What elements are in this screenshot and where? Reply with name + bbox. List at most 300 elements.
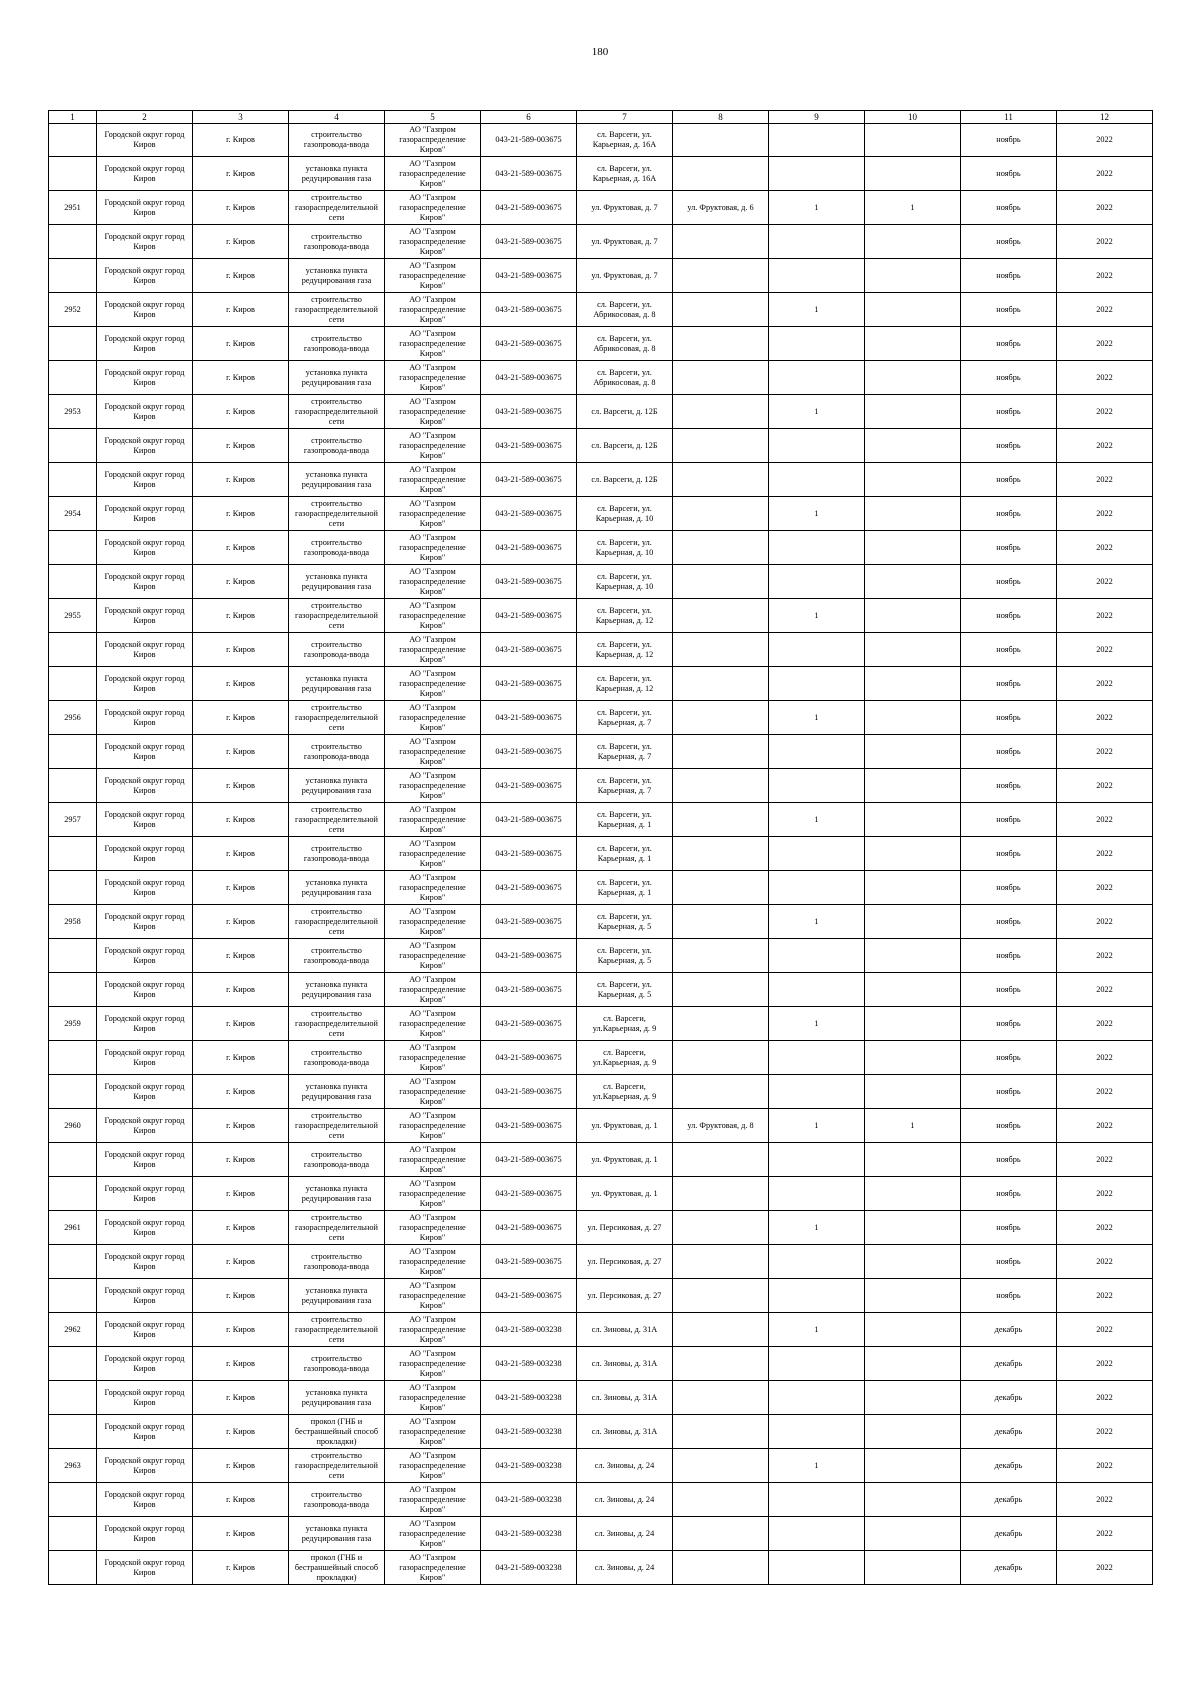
count-b-cell	[865, 667, 961, 701]
work-type-cell: установка пункта редуцирования газа	[289, 1177, 385, 1211]
program-code-cell: 043-21-589-003675	[481, 837, 577, 871]
row-number-cell	[49, 1075, 97, 1109]
row-number-cell	[49, 1415, 97, 1449]
program-code-cell: 043-21-589-003675	[481, 939, 577, 973]
work-type-cell: установка пункта редуцирования газа	[289, 1075, 385, 1109]
row-number-cell: 2958	[49, 905, 97, 939]
settlement-cell: г. Киров	[193, 939, 289, 973]
month-cell: ноябрь	[961, 293, 1057, 327]
settlement-cell: г. Киров	[193, 429, 289, 463]
municipality-cell: Городской округ город Киров	[97, 293, 193, 327]
address-cell: сл. Варсеги, д. 12Б	[577, 429, 673, 463]
year-cell: 2022	[1057, 157, 1153, 191]
row-number-cell: 2952	[49, 293, 97, 327]
program-code-cell: 043-21-589-003675	[481, 701, 577, 735]
address-2-cell	[673, 497, 769, 531]
year-cell: 2022	[1057, 735, 1153, 769]
row-number-cell	[49, 1551, 97, 1585]
count-b-cell	[865, 565, 961, 599]
table-row	[49, 157, 1153, 191]
municipality-cell: Городской округ город Киров	[97, 1279, 193, 1313]
address-cell: сл. Зиновы, д. 31А	[577, 1347, 673, 1381]
row-number-cell	[49, 429, 97, 463]
address-cell: ул. Фруктовая, д. 7	[577, 225, 673, 259]
program-code-cell: 043-21-589-003675	[481, 1211, 577, 1245]
address-cell: сл. Варсеги, ул. Карьерная, д. 12	[577, 599, 673, 633]
month-cell: ноябрь	[961, 531, 1057, 565]
count-a-cell: 1	[769, 1211, 865, 1245]
organization-cell: АО "Газпром газораспределение Киров"	[385, 395, 481, 429]
work-type-cell: прокол (ГНБ и бестраншейный способ прокладки)	[289, 1551, 385, 1585]
work-type-cell: строительство газопровода-ввода	[289, 1041, 385, 1075]
count-b-cell	[865, 871, 961, 905]
organization-cell: АО "Газпром газораспределение Киров"	[385, 837, 481, 871]
table-row	[49, 1279, 1153, 1313]
settlement-cell: г. Киров	[193, 1211, 289, 1245]
municipality-cell: Городской округ город Киров	[97, 803, 193, 837]
program-code-cell: 043-21-589-003675	[481, 327, 577, 361]
program-code-cell: 043-21-589-003675	[481, 293, 577, 327]
address-cell: сл. Варсеги, ул. Карьерная, д. 10	[577, 531, 673, 565]
work-type-cell: установка пункта редуцирования газа	[289, 463, 385, 497]
organization-cell: АО "Газпром газораспределение Киров"	[385, 633, 481, 667]
municipality-cell: Городской округ город Киров	[97, 395, 193, 429]
address-cell: ул. Фруктовая, д. 1	[577, 1109, 673, 1143]
count-b-cell	[865, 225, 961, 259]
count-a-cell	[769, 735, 865, 769]
settlement-cell: г. Киров	[193, 1041, 289, 1075]
organization-cell: АО "Газпром газораспределение Киров"	[385, 1415, 481, 1449]
program-code-cell: 043-21-589-003675	[481, 429, 577, 463]
organization-cell: АО "Газпром газораспределение Киров"	[385, 429, 481, 463]
month-cell: ноябрь	[961, 701, 1057, 735]
count-a-cell	[769, 1415, 865, 1449]
address-2-cell	[673, 1483, 769, 1517]
year-cell: 2022	[1057, 1143, 1153, 1177]
month-cell: ноябрь	[961, 1211, 1057, 1245]
table-row	[49, 1517, 1153, 1551]
count-b-cell	[865, 1007, 961, 1041]
count-b-cell	[865, 531, 961, 565]
municipality-cell: Городской округ город Киров	[97, 1551, 193, 1585]
column-header: 7	[577, 111, 673, 124]
municipality-cell: Городской округ город Киров	[97, 837, 193, 871]
municipality-cell: Городской округ город Киров	[97, 1517, 193, 1551]
year-cell: 2022	[1057, 1245, 1153, 1279]
organization-cell: АО "Газпром газораспределение Киров"	[385, 497, 481, 531]
table-row	[49, 463, 1153, 497]
settlement-cell: г. Киров	[193, 1177, 289, 1211]
year-cell: 2022	[1057, 1177, 1153, 1211]
address-cell: сл. Варсеги, ул. Карьерная, д. 12	[577, 667, 673, 701]
settlement-cell: г. Киров	[193, 1313, 289, 1347]
table-row	[49, 1041, 1153, 1075]
month-cell: ноябрь	[961, 1279, 1057, 1313]
address-2-cell	[673, 429, 769, 463]
address-cell: сл. Варсеги, ул. Карьерная, д. 5	[577, 939, 673, 973]
count-b-cell	[865, 327, 961, 361]
address-2-cell	[673, 803, 769, 837]
count-a-cell	[769, 837, 865, 871]
address-cell: сл. Зиновы, д. 24	[577, 1517, 673, 1551]
year-cell: 2022	[1057, 293, 1153, 327]
count-a-cell	[769, 531, 865, 565]
count-b-cell	[865, 1551, 961, 1585]
count-a-cell: 1	[769, 191, 865, 225]
row-number-cell	[49, 1517, 97, 1551]
row-number-cell: 2955	[49, 599, 97, 633]
count-a-cell	[769, 633, 865, 667]
program-code-cell: 043-21-589-003675	[481, 871, 577, 905]
year-cell: 2022	[1057, 667, 1153, 701]
settlement-cell: г. Киров	[193, 1075, 289, 1109]
address-cell: сл. Зиновы, д. 24	[577, 1483, 673, 1517]
municipality-cell: Городской округ город Киров	[97, 429, 193, 463]
row-number-cell: 2957	[49, 803, 97, 837]
row-number-cell	[49, 1177, 97, 1211]
address-2-cell	[673, 1551, 769, 1585]
year-cell: 2022	[1057, 769, 1153, 803]
year-cell: 2022	[1057, 1313, 1153, 1347]
program-code-cell: 043-21-589-003675	[481, 259, 577, 293]
month-cell: декабрь	[961, 1415, 1057, 1449]
municipality-cell: Городской округ город Киров	[97, 1041, 193, 1075]
month-cell: ноябрь	[961, 157, 1057, 191]
organization-cell: АО "Газпром газораспределение Киров"	[385, 871, 481, 905]
year-cell: 2022	[1057, 1041, 1153, 1075]
table-row	[49, 667, 1153, 701]
page-number: 180	[591, 46, 609, 58]
municipality-cell: Городской округ город Киров	[97, 259, 193, 293]
work-type-cell: строительство газораспределительной сети	[289, 191, 385, 225]
row-number-cell: 2951	[49, 191, 97, 225]
program-code-cell: 043-21-589-003675	[481, 905, 577, 939]
organization-cell: АО "Газпром газораспределение Киров"	[385, 531, 481, 565]
organization-cell: АО "Газпром газораспределение Киров"	[385, 361, 481, 395]
year-cell: 2022	[1057, 599, 1153, 633]
address-cell: сл. Зиновы, д. 31А	[577, 1415, 673, 1449]
month-cell: декабрь	[961, 1551, 1057, 1585]
month-cell: декабрь	[961, 1517, 1057, 1551]
work-type-cell: строительство газораспределительной сети	[289, 803, 385, 837]
organization-cell: АО "Газпром газораспределение Киров"	[385, 565, 481, 599]
address-2-cell	[673, 1075, 769, 1109]
address-cell: ул. Персиковая, д. 27	[577, 1245, 673, 1279]
table-row	[49, 905, 1153, 939]
month-cell: ноябрь	[961, 1041, 1057, 1075]
address-2-cell	[673, 1347, 769, 1381]
settlement-cell: г. Киров	[193, 599, 289, 633]
organization-cell: АО "Газпром газораспределение Киров"	[385, 599, 481, 633]
work-type-cell: строительство газопровода-ввода	[289, 429, 385, 463]
year-cell: 2022	[1057, 1075, 1153, 1109]
program-code-cell: 043-21-589-003675	[481, 157, 577, 191]
table-row	[49, 837, 1153, 871]
row-number-cell	[49, 1041, 97, 1075]
settlement-cell: г. Киров	[193, 871, 289, 905]
count-b-cell	[865, 905, 961, 939]
work-type-cell: строительство газораспределительной сети	[289, 1109, 385, 1143]
municipality-cell: Городской округ город Киров	[97, 633, 193, 667]
month-cell: ноябрь	[961, 565, 1057, 599]
address-2-cell	[673, 633, 769, 667]
table-row	[49, 633, 1153, 667]
work-type-cell: прокол (ГНБ и бестраншейный способ прокладки)	[289, 1415, 385, 1449]
address-cell: сл. Варсеги, д. 12Б	[577, 395, 673, 429]
address-2-cell	[673, 837, 769, 871]
settlement-cell: г. Киров	[193, 1381, 289, 1415]
settlement-cell: г. Киров	[193, 837, 289, 871]
organization-cell: АО "Газпром газораспределение Киров"	[385, 803, 481, 837]
municipality-cell: Городской округ город Киров	[97, 157, 193, 191]
address-2-cell	[673, 939, 769, 973]
address-cell: ул. Персиковая, д. 27	[577, 1279, 673, 1313]
address-2-cell	[673, 599, 769, 633]
row-number-cell	[49, 1381, 97, 1415]
work-type-cell: установка пункта редуцирования газа	[289, 565, 385, 599]
municipality-cell: Городской округ город Киров	[97, 327, 193, 361]
count-b-cell	[865, 1517, 961, 1551]
program-code-cell: 043-21-589-003675	[481, 599, 577, 633]
year-cell: 2022	[1057, 225, 1153, 259]
address-2-cell	[673, 1177, 769, 1211]
address-cell: ул. Фруктовая, д. 7	[577, 259, 673, 293]
settlement-cell: г. Киров	[193, 463, 289, 497]
month-cell: ноябрь	[961, 1177, 1057, 1211]
settlement-cell: г. Киров	[193, 157, 289, 191]
count-b-cell	[865, 701, 961, 735]
table-row	[49, 1007, 1153, 1041]
organization-cell: АО "Газпром газораспределение Киров"	[385, 293, 481, 327]
row-number-cell	[49, 667, 97, 701]
month-cell: ноябрь	[961, 124, 1057, 157]
row-number-cell	[49, 769, 97, 803]
count-b-cell	[865, 1415, 961, 1449]
month-cell: ноябрь	[961, 1143, 1057, 1177]
address-2-cell	[673, 1415, 769, 1449]
municipality-cell: Городской округ город Киров	[97, 1075, 193, 1109]
count-a-cell: 1	[769, 293, 865, 327]
row-number-cell	[49, 225, 97, 259]
row-number-cell: 2961	[49, 1211, 97, 1245]
row-number-cell: 2963	[49, 1449, 97, 1483]
settlement-cell: г. Киров	[193, 701, 289, 735]
municipality-cell: Городской округ город Киров	[97, 497, 193, 531]
table-row	[49, 565, 1153, 599]
row-number-cell	[49, 973, 97, 1007]
program-code-cell: 043-21-589-003675	[481, 497, 577, 531]
month-cell: ноябрь	[961, 1075, 1057, 1109]
count-a-cell: 1	[769, 1449, 865, 1483]
work-type-cell: строительство газораспределительной сети	[289, 599, 385, 633]
table-row	[49, 871, 1153, 905]
municipality-cell: Городской округ город Киров	[97, 1483, 193, 1517]
municipality-cell: Городской округ город Киров	[97, 1245, 193, 1279]
year-cell: 2022	[1057, 1279, 1153, 1313]
count-b-cell	[865, 1177, 961, 1211]
program-code-cell: 043-21-589-003675	[481, 565, 577, 599]
month-cell: ноябрь	[961, 463, 1057, 497]
settlement-cell: г. Киров	[193, 361, 289, 395]
municipality-cell: Городской округ город Киров	[97, 565, 193, 599]
organization-cell: АО "Газпром газораспределение Киров"	[385, 1211, 481, 1245]
program-code-cell: 043-21-589-003238	[481, 1415, 577, 1449]
count-b-cell	[865, 1483, 961, 1517]
organization-cell: АО "Газпром газораспределение Киров"	[385, 1449, 481, 1483]
column-header: 6	[481, 111, 577, 124]
count-b-cell	[865, 1347, 961, 1381]
program-code-cell: 043-21-589-003675	[481, 531, 577, 565]
work-type-cell: строительство газопровода-ввода	[289, 531, 385, 565]
work-type-cell: строительство газопровода-ввода	[289, 735, 385, 769]
program-code-cell: 043-21-589-003675	[481, 1075, 577, 1109]
count-a-cell	[769, 1245, 865, 1279]
table-body	[49, 124, 1153, 1585]
program-code-cell: 043-21-589-003238	[481, 1313, 577, 1347]
year-cell: 2022	[1057, 1483, 1153, 1517]
address-2-cell	[673, 327, 769, 361]
table-row	[49, 1075, 1153, 1109]
table-row	[49, 1313, 1153, 1347]
address-cell: сл. Зиновы, д. 31А	[577, 1313, 673, 1347]
count-a-cell	[769, 1551, 865, 1585]
year-cell: 2022	[1057, 531, 1153, 565]
organization-cell: АО "Газпром газораспределение Киров"	[385, 701, 481, 735]
program-code-cell: 043-21-589-003675	[481, 1279, 577, 1313]
count-b-cell	[865, 939, 961, 973]
organization-cell: АО "Газпром газораспределение Киров"	[385, 1517, 481, 1551]
address-2-cell	[673, 1449, 769, 1483]
address-2-cell	[673, 531, 769, 565]
count-a-cell	[769, 1483, 865, 1517]
count-b-cell	[865, 157, 961, 191]
organization-cell: АО "Газпром газораспределение Киров"	[385, 1483, 481, 1517]
settlement-cell: г. Киров	[193, 327, 289, 361]
program-code-cell: 043-21-589-003675	[481, 124, 577, 157]
program-code-cell: 043-21-589-003675	[481, 973, 577, 1007]
count-a-cell: 1	[769, 803, 865, 837]
settlement-cell: г. Киров	[193, 1007, 289, 1041]
settlement-cell: г. Киров	[193, 1279, 289, 1313]
month-cell: ноябрь	[961, 667, 1057, 701]
year-cell: 2022	[1057, 1347, 1153, 1381]
row-number-cell: 2962	[49, 1313, 97, 1347]
work-type-cell: строительство газораспределительной сети	[289, 1211, 385, 1245]
count-b-cell	[865, 1381, 961, 1415]
settlement-cell: г. Киров	[193, 735, 289, 769]
address-cell: ул. Персиковая, д. 27	[577, 1211, 673, 1245]
address-cell: сл. Варсеги, ул. Карьерная, д. 10	[577, 565, 673, 599]
count-a-cell	[769, 429, 865, 463]
month-cell: ноябрь	[961, 191, 1057, 225]
address-cell: сл. Варсеги, ул. Карьерная, д. 5	[577, 905, 673, 939]
table-row	[49, 259, 1153, 293]
column-number-row	[49, 111, 1153, 124]
count-b-cell	[865, 1245, 961, 1279]
table-row	[49, 1449, 1153, 1483]
count-a-cell: 1	[769, 1313, 865, 1347]
program-code-cell: 043-21-589-003675	[481, 803, 577, 837]
address-2-cell	[673, 395, 769, 429]
program-code-cell: 043-21-589-003238	[481, 1551, 577, 1585]
year-cell: 2022	[1057, 1109, 1153, 1143]
month-cell: ноябрь	[961, 429, 1057, 463]
settlement-cell: г. Киров	[193, 769, 289, 803]
column-header: 11	[961, 111, 1057, 124]
address-2-cell	[673, 1211, 769, 1245]
count-b-cell	[865, 497, 961, 531]
work-type-cell: строительство газораспределительной сети	[289, 293, 385, 327]
row-number-cell	[49, 1143, 97, 1177]
row-number-cell	[49, 259, 97, 293]
count-a-cell	[769, 973, 865, 1007]
count-a-cell	[769, 1075, 865, 1109]
address-cell: сл. Варсеги, ул. Карьерная, д. 16А	[577, 124, 673, 157]
settlement-cell: г. Киров	[193, 1109, 289, 1143]
work-type-cell: строительство газопровода-ввода	[289, 633, 385, 667]
table-row	[49, 1551, 1153, 1585]
settlement-cell: г. Киров	[193, 633, 289, 667]
address-2-cell	[673, 905, 769, 939]
organization-cell: АО "Газпром газораспределение Киров"	[385, 124, 481, 157]
year-cell: 2022	[1057, 803, 1153, 837]
row-number-cell	[49, 1245, 97, 1279]
program-code-cell: 043-21-589-003238	[481, 1347, 577, 1381]
municipality-cell: Городской округ город Киров	[97, 361, 193, 395]
table-row	[49, 735, 1153, 769]
count-a-cell: 1	[769, 905, 865, 939]
work-type-cell: строительство газораспределительной сети	[289, 701, 385, 735]
month-cell: ноябрь	[961, 1109, 1057, 1143]
program-code-cell: 043-21-589-003675	[481, 769, 577, 803]
organization-cell: АО "Газпром газораспределение Киров"	[385, 1245, 481, 1279]
count-a-cell: 1	[769, 701, 865, 735]
address-cell: сл. Варсеги, д. 12Б	[577, 463, 673, 497]
address-2-cell	[673, 1381, 769, 1415]
count-b-cell	[865, 1041, 961, 1075]
organization-cell: АО "Газпром газораспределение Киров"	[385, 1381, 481, 1415]
table-row	[49, 1415, 1153, 1449]
year-cell: 2022	[1057, 1551, 1153, 1585]
municipality-cell: Городской округ город Киров	[97, 1449, 193, 1483]
table-row	[49, 531, 1153, 565]
year-cell: 2022	[1057, 361, 1153, 395]
row-number-cell	[49, 735, 97, 769]
organization-cell: АО "Газпром газораспределение Киров"	[385, 735, 481, 769]
row-number-cell: 2956	[49, 701, 97, 735]
municipality-cell: Городской округ город Киров	[97, 1109, 193, 1143]
year-cell: 2022	[1057, 1211, 1153, 1245]
count-a-cell	[769, 939, 865, 973]
count-a-cell	[769, 225, 865, 259]
row-number-cell	[49, 1347, 97, 1381]
settlement-cell: г. Киров	[193, 667, 289, 701]
month-cell: ноябрь	[961, 395, 1057, 429]
organization-cell: АО "Газпром газораспределение Киров"	[385, 1551, 481, 1585]
count-b-cell	[865, 293, 961, 327]
work-type-cell: строительство газопровода-ввода	[289, 1143, 385, 1177]
settlement-cell: г. Киров	[193, 1415, 289, 1449]
count-b-cell	[865, 259, 961, 293]
address-2-cell: ул. Фруктовая, д. 6	[673, 191, 769, 225]
year-cell: 2022	[1057, 565, 1153, 599]
month-cell: ноябрь	[961, 1245, 1057, 1279]
work-type-cell: установка пункта редуцирования газа	[289, 769, 385, 803]
year-cell: 2022	[1057, 1381, 1153, 1415]
table-row	[49, 1483, 1153, 1517]
settlement-cell: г. Киров	[193, 1517, 289, 1551]
organization-cell: АО "Газпром газораспределение Киров"	[385, 1007, 481, 1041]
